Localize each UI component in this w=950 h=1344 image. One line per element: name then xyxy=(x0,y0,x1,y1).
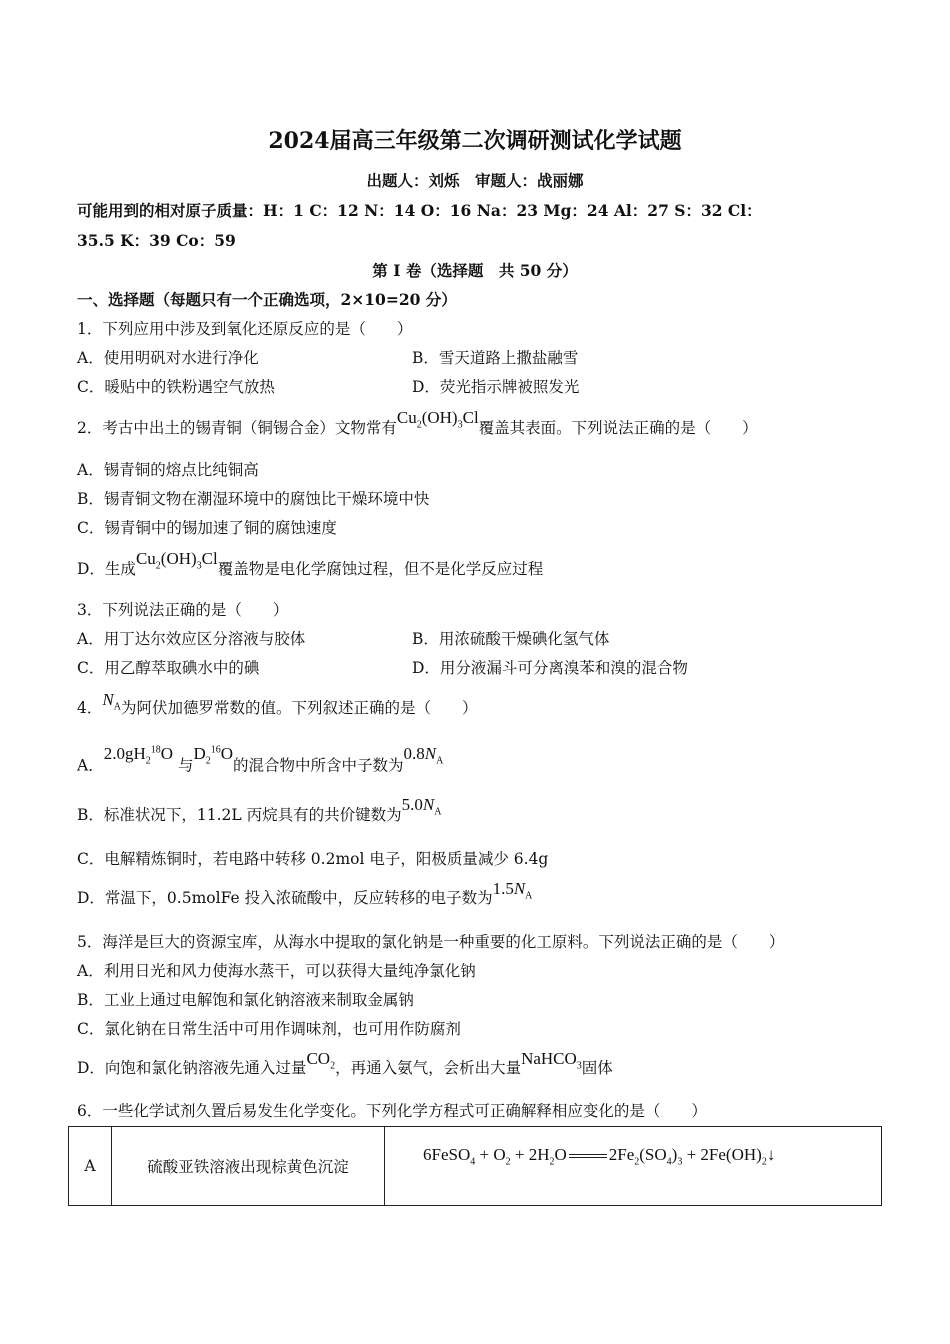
q4-a-mid: 与 xyxy=(177,756,194,775)
q6-row-label: A xyxy=(69,1127,112,1206)
q3-option-a: A．用丁达尔效应区分溶液与胶体 xyxy=(77,630,306,648)
q4-stem xyxy=(77,690,478,725)
q2-stem xyxy=(77,408,758,445)
formula-bond-count: $5.0N_A$ xyxy=(401,795,442,818)
q4-stem-pre: 4． xyxy=(77,699,103,717)
q4-b-text: B．标准状况下，11.2L 丙烷具有的共价键数为 xyxy=(77,806,402,824)
q2-d-post: 覆盖物是电化学腐蚀过程，但不是化学反应过程 xyxy=(217,560,544,578)
formula-electron-count: $1.5N_A$ xyxy=(492,879,533,902)
q5-d-post: 固体 xyxy=(581,1059,613,1077)
formula-neutron-count: $0.8N_A$ xyxy=(403,743,444,767)
q6-row-equation xyxy=(385,1127,882,1206)
q4-d-text: D．常温下，0.5molFe 投入浓硫酸中，反应转移的电子数为 xyxy=(77,889,493,907)
q5-option-a: A．利用日光和风力使海水蒸干，可以获得大量纯净氯化钠 xyxy=(77,962,476,980)
part-heading: 第 I 卷（选择题 共 50 分） xyxy=(372,261,578,280)
q3-option-c: C．用乙醇萃取碘水中的碘 xyxy=(77,659,260,677)
equation-feso4-oxidation: 6FeSO$_4$ + $O_2 + 2H_2O$ $2Fe_2(SO_4)_3$ + $2Fe(OH)_2↓$ xyxy=(423,1145,776,1168)
formula-cu2-oh3-cl: $Cu_2(OH)_3Cl$ xyxy=(396,408,479,431)
table-row xyxy=(69,1127,882,1206)
atomic-mass-line-1: 可能用到的相对原子质量：H：1 C：12 N：14 O：16 Na：23 Mg：24 Al：27 S：32 Cl： xyxy=(77,201,762,220)
q5-stem: 5．海洋是巨大的资源宝库，从海水中提取的氯化钠是一种重要的化工原料。下列说法正确的是（ ） xyxy=(77,933,785,951)
q2-stem-pre: 2．考古中出土的锡青铜（铜锡合金）文物常有 xyxy=(77,419,397,437)
q5-option-c: C．氯化钠在日常生活中可用作调味剂，也可用作防腐剂 xyxy=(77,1020,461,1038)
q1-option-b: B．雪天道路上撒盐融雪 xyxy=(412,349,579,367)
q5-option-d xyxy=(77,1049,613,1085)
q6-stem: 6．一些化学试剂久置后易发生化学变化。下列化学方程式可正确解释相应变化的是（ ） xyxy=(77,1102,707,1120)
q5-option-b: B．工业上通过电解饱和氯化钠溶液来制取金属钠 xyxy=(77,991,414,1009)
q1-stem: 1．下列应用中涉及到氧化还原反应的是（ ） xyxy=(77,320,413,338)
authors: 出题人：刘烁 审题人：战丽娜 xyxy=(366,171,584,190)
q4-option-b xyxy=(77,795,442,832)
q3-option-d: D．用分液漏斗可分离溴苯和溴的混合物 xyxy=(412,659,688,677)
q4-stem-post: 为阿伏加德罗常数的值。下列叙述正确的是（ ） xyxy=(120,699,478,717)
q1-option-c: C．暖贴中的铁粉遇空气放热 xyxy=(77,378,275,396)
formula-nahco3: NaHCO$_3$ xyxy=(521,1049,582,1072)
q4-a-post: 的混合物中所含中子数为 xyxy=(233,756,404,775)
formula-co2: $CO_2$ xyxy=(306,1049,336,1072)
q2-option-c: C．锡青铜中的锡加速了铜的腐蚀速度 xyxy=(77,519,337,537)
q6-row-desc: 硫酸亚铁溶液出现棕黄色沉淀 xyxy=(112,1127,385,1206)
q2-option-a: A．锡青铜的熔点比纯铜高 xyxy=(77,461,259,479)
q2-option-b: B．锡青铜文物在潮湿环境中的腐蚀比干燥环境中快 xyxy=(77,490,430,508)
q4-option-a xyxy=(77,743,444,783)
q1-option-d: D．荧光指示牌被照发光 xyxy=(412,378,580,396)
atomic-mass-line-2: 35.5 K：39 Co：59 xyxy=(77,231,236,250)
formula-d2-16o: $D_2^{16}O$ xyxy=(193,743,234,767)
q3-option-b: B．用浓硫酸干燥碘化氢气体 xyxy=(412,630,610,648)
section-heading: 一、选择题（每题只有一个正确选项，2×10=20 分） xyxy=(77,290,457,309)
q3-stem: 3．下列说法正确的是（ ） xyxy=(77,601,289,619)
formula-cu2-oh3-cl: $Cu_2(OH)_3Cl$ xyxy=(135,549,218,572)
formula-2g-h2-18o: $2.0gH_2^{18}O$ xyxy=(103,743,174,767)
formula-na: $N_A$ xyxy=(102,690,121,713)
q5-d-pre: D．向饱和氯化钠溶液先通入过量 xyxy=(77,1059,307,1077)
exam-title: 2024届高三年级第二次调研测试化学试题 xyxy=(268,128,682,154)
q6-table xyxy=(68,1126,882,1206)
q2-option-d xyxy=(77,549,544,586)
q4-a-pre: A． xyxy=(77,756,104,775)
q4-option-c: C．电解精炼铜时，若电路中转移 0.2mol 电子，阳极质量减少 6.4g xyxy=(77,850,549,868)
q2-stem-post: 覆盖其表面。下列说法正确的是（ ） xyxy=(478,419,758,437)
q2-d-pre: D．生成 xyxy=(77,560,136,578)
q1-option-a: A．使用明矾对水进行净化 xyxy=(77,349,259,367)
q4-option-d xyxy=(77,879,533,915)
q5-d-mid: ，再通入氨气，会析出大量 xyxy=(335,1059,522,1077)
